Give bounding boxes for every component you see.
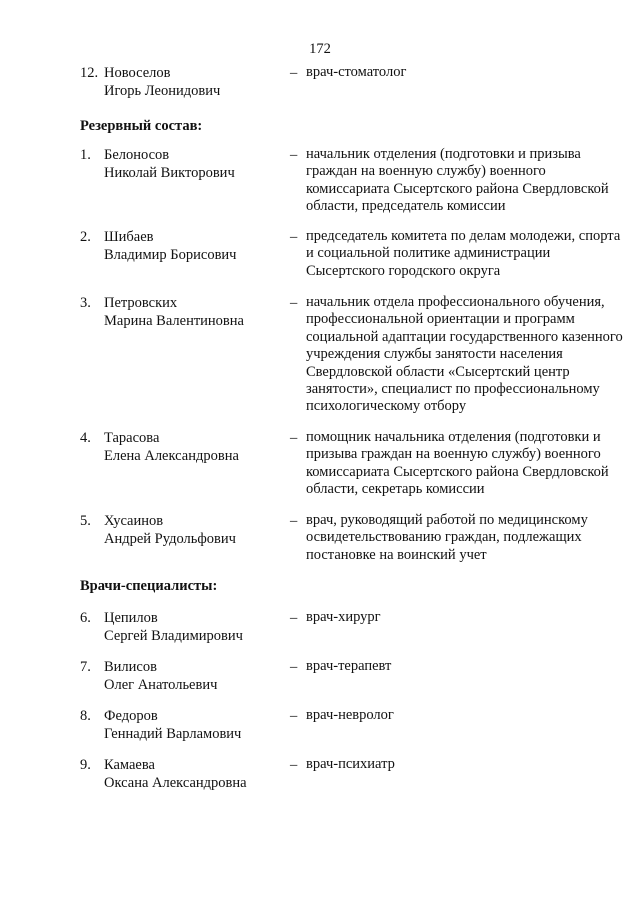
member-name xyxy=(104,146,235,182)
specialists-heading: Врачи-специалисты: xyxy=(80,578,218,594)
entry-number: 2. xyxy=(80,229,91,245)
reserve-entry-3 xyxy=(80,294,623,424)
page-number: 172 xyxy=(309,41,331,57)
member-given-names: Елена Александровна xyxy=(104,448,239,464)
member-given-names: Владимир Борисович xyxy=(104,247,237,263)
entry-dash: – xyxy=(290,295,298,311)
member-name xyxy=(104,512,236,548)
member-name xyxy=(104,609,243,645)
member-surname: Тарасова xyxy=(104,430,160,446)
member-given-names: Сергей Владимирович xyxy=(104,628,243,644)
entry-dash: – xyxy=(290,147,298,163)
reserve-heading: Резервный состав: xyxy=(80,118,203,134)
member-role: врач-терапевт xyxy=(306,658,392,674)
member-name xyxy=(104,756,247,792)
member-given-names: Оксана Александровна xyxy=(104,775,247,791)
member-name xyxy=(104,228,236,264)
member-given-names: Андрей Рудольфович xyxy=(104,531,236,547)
member-role: врач, руководящий работой по медицинскому освидетельствованию граждан, подлежащих постановке на воинский учет xyxy=(306,512,588,563)
member-name xyxy=(104,64,220,100)
entry-dash: – xyxy=(290,659,298,675)
member-surname: Камаева xyxy=(104,757,155,773)
member-given-names: Олег Анатольевич xyxy=(104,677,218,693)
member-name xyxy=(104,707,241,743)
member-name xyxy=(104,429,239,465)
entry-number: 9. xyxy=(80,757,91,773)
entry-dash: – xyxy=(290,513,298,529)
member-given-names: Геннадий Варламович xyxy=(104,726,242,742)
reserve-entry-4 xyxy=(80,429,620,519)
member-role: врач-психиатр xyxy=(306,756,395,772)
member-surname: Федоров xyxy=(104,708,158,724)
specialist-entry-6 xyxy=(80,609,620,649)
member-surname: Хусаинов xyxy=(104,513,164,529)
member-surname: Новоселов xyxy=(104,65,171,81)
member-given-names: Марина Валентиновна xyxy=(104,313,244,329)
entry-number: 3. xyxy=(80,295,91,311)
member-surname: Вилисов xyxy=(104,659,157,675)
member-role: начальник отделения (подготовки и призыва граждан на военную службу) военного комиссариата Сысертского района Свердловской области, председатель комиссии xyxy=(306,146,609,215)
member-role: начальник отдела профессионального обучения, профессиональной ориентации и программ социальной адаптации государственного казенного учреждения службы занятости населения Свердловской области «Сысертский центр занятости», специалист по профессиональному психологическому отбору xyxy=(306,294,623,415)
entry-dash: – xyxy=(290,430,298,446)
specialist-entry-7 xyxy=(80,658,620,698)
entry-dash: – xyxy=(290,757,298,773)
entry-number: 6. xyxy=(80,610,91,626)
member-name xyxy=(104,294,244,330)
entry-number: 7. xyxy=(80,659,91,675)
member-role: врач-хирург xyxy=(306,609,381,625)
member-surname: Цепилов xyxy=(104,610,158,626)
entry-dash: – xyxy=(290,610,298,626)
entry-number: 5. xyxy=(80,513,91,529)
member-role: председатель комитета по делам молодежи, спорта и социальной политике администрации Сысертского городского округа xyxy=(306,228,621,279)
member-surname: Белоносов xyxy=(104,147,170,163)
entry-dash: – xyxy=(290,65,298,81)
entry-dash: – xyxy=(290,708,298,724)
entry-dash: – xyxy=(290,229,298,245)
member-role: врач-стоматолог xyxy=(306,64,407,80)
member-given-names: Игорь Леонидович xyxy=(104,83,221,99)
reserve-entry-1 xyxy=(80,146,620,236)
member-role: помощник начальника отделения (подготовки и призыва граждан на военную службу) военного комиссариата Сысертского района Свердловской области, секретарь комиссии xyxy=(306,429,609,498)
entry-number: 4. xyxy=(80,430,91,446)
member-given-names: Николай Викторович xyxy=(104,165,235,181)
specialist-entry-8 xyxy=(80,707,620,747)
entry-number: 8. xyxy=(80,708,91,724)
member-role: врач-невролог xyxy=(306,707,394,723)
member-name xyxy=(104,658,217,694)
specialist-entry-9 xyxy=(80,756,620,796)
entry-number: 12. xyxy=(80,65,99,81)
entry-number: 1. xyxy=(80,147,91,163)
member-surname: Петровских xyxy=(104,295,178,311)
member-surname: Шибаев xyxy=(104,229,154,245)
